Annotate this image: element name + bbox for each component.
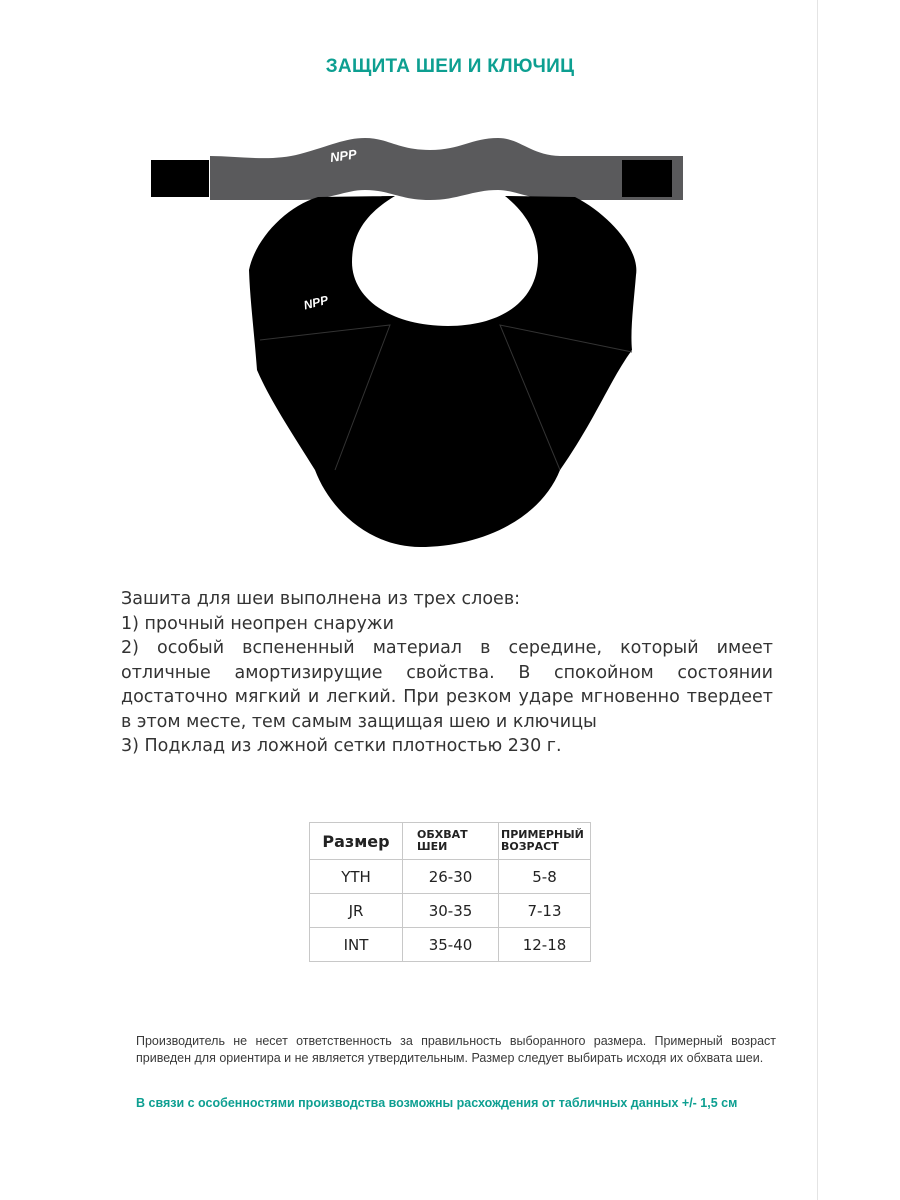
- disclaimer-note: Производитель не несет ответственность за правильность выборанного размера. Примерный возраст приведен для ориентира и не является утвердительным. Размер следует выбирать исходя их обхвата шеи.: [136, 1034, 776, 1065]
- size-table: [309, 822, 591, 962]
- age-cell: 12-18: [499, 928, 591, 962]
- neck-guard-body: [249, 196, 636, 547]
- neck-strap: [210, 138, 683, 200]
- table-row: [310, 860, 591, 894]
- table-row: [310, 894, 591, 928]
- description-intro: Зашита для шеи выполнена из трех слоев:: [121, 589, 521, 609]
- header-size: Размер: [310, 823, 403, 860]
- table-row: [310, 928, 591, 962]
- girth-cell: 26-30: [403, 860, 499, 894]
- brand-logo-guard: NPP: [302, 292, 330, 313]
- brand-logo-strap: NPP: [329, 146, 358, 166]
- neck-guard-illustration: [140, 130, 700, 560]
- description: [121, 587, 773, 759]
- age-cell: 5-8: [499, 860, 591, 894]
- description-layer-2: 2) особый вспененный материал в середине, который имеет отличные амортизирущие свойства. В спокойном состоянии достаточно мягкий и легкий. При резком ударе мгновенно твердеет в этом месте, тем самым защищая шею и ключицы: [121, 638, 773, 732]
- size-cell: INT: [310, 928, 403, 962]
- velcro-left: [151, 160, 209, 197]
- size-cell: YTH: [310, 860, 403, 894]
- girth-cell: 30-35: [403, 894, 499, 928]
- tolerance-note: В связи с особенностями производства возможны расхождения от табличных данных +/- 1,5 см: [136, 1096, 738, 1110]
- description-layer-3: 3) Подклад из ложной сетки плотностью 230 г.: [121, 736, 562, 756]
- description-layer-1: 1) прочный неопрен снаружи: [121, 613, 394, 634]
- size-cell: JR: [310, 894, 403, 928]
- header-neck-girth: ОБХВАТ ШЕИ: [403, 823, 499, 860]
- size-table-header: [310, 823, 591, 860]
- girth-cell: 35-40: [403, 928, 499, 962]
- velcro-right: [622, 160, 672, 197]
- page-title: ЗАЩИТА ШЕИ И КЛЮЧИЦ: [325, 56, 575, 77]
- age-cell: 7-13: [499, 894, 591, 928]
- header-approx-age: ПРИМЕРНЫЙ ВОЗРАСТ: [499, 823, 591, 860]
